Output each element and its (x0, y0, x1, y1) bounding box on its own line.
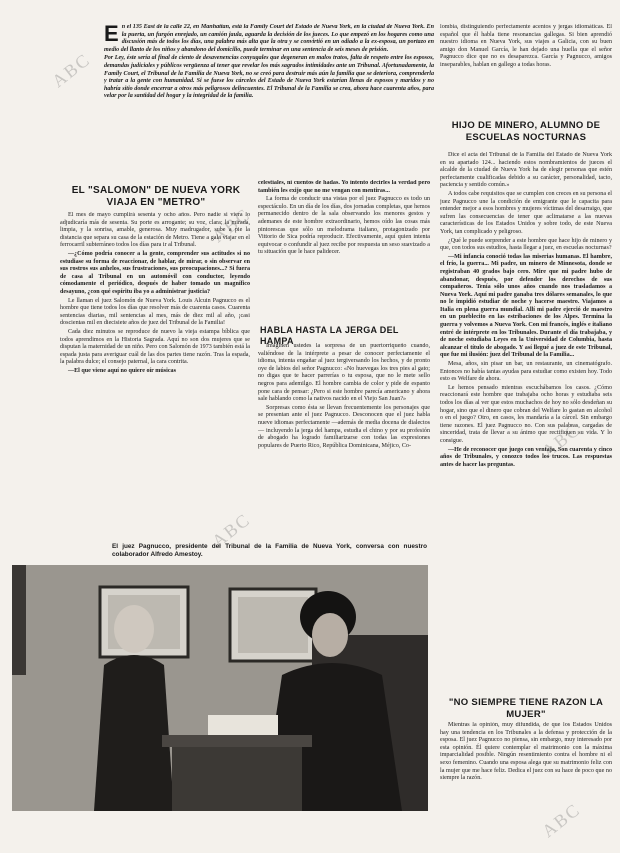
paragraph: Cada diez minutos se reproduce de nuevo la vieja estampa bíblica que todos aprendimos en la Historia Sagrada. Aquí no son dos mujeres que se disputan la maternidad de un niño. Pero con Salomón de 1973 también está la espada justa para averiguar cuál de las dos partes tiene razón. Tras la espada, la palabra dulce; el consejo paternal, la cara contrita. (60, 328, 250, 366)
watermark: ABC (538, 418, 585, 462)
quote-paragraph: —¿Cómo podría conocer a la gente, comprender sus actitudes si no estudiase su forma de reaccionar, de hablar, de mirar, o sin observar en sus rostros sus anhelos, sus frustraciones, sus preocupaciones...? Si fuera de casa al Tribunal en un automóvil con conductor, leyendo cómodamente el periódico, después de haber tomado un magnífico desayuno, ¿con qué espíritu iba yo a administrar justicia? (60, 250, 250, 295)
watermark: ABC (208, 203, 255, 247)
section-heading: EL "SALOMON" DE NUEVA YORK VIAJA EN "METRO" (71, 185, 241, 208)
quote-paragraph: —El que viene aquí no quiere oír músicas (68, 367, 176, 374)
photo-caption: El juez Pagnucco, presidente del Tribunal de la Familia de Nueva York, conversa con nuestro colaborador Alfredo Amestoy. (112, 543, 427, 558)
body-column (440, 24, 612, 116)
paragraph: El mes de mayo cumplirá sesenta y ocho años. Pero nadie si viera lo adjudicaría más de sesenta. Su porte es arrogante; su voz, clara; la mirada, limpia, y la sonrisa, amable, generosa. Muy madrugador, sube a pie la distancia que separa su casa de la estación de Metro. Tiene a gala viajar en el ferrocarril subterráneo todos los días para ir al Tribunal. (60, 212, 250, 249)
quote-paragraph: celestiales, ni cuentos de hadas. Yo intento decirles la verdad pero también les exijo que no me vengan con mentiras... (258, 180, 430, 194)
quote-paragraph: —Mi infancia conoció todas las miserias humanas. El hambre, el frío, la guerra... Mi padre, un minero de Minnesota, donde se registraban 40 grados bajo cero. Mire que mi padre hubo de abandonar, después, por defender los derechos de sus compañeros. Tenía sólo unos años cuando nos trasladamos a Nueva York. Aquí mi padre ganaba tres dólares semanales, lo que no le impidió estudiar de noche y hacerse maestro. Viajamos a Italia en plena guerra mundial. Allí mi padre ejerció de maestro en un pueblecito en las estribaciones de los Alpes. Termina la guerra y volvemos a Nueva York. Con mi francés, inglés e italiano entré de intérprete en los Tribunales. Durante el día trabajaba, y de noche estudiaba Leyes en la Universidad de Columbia, hasta alcanzar el título de abogado. Y así llegué a juez de este Tribunal, que fue mi ilusión: juez del Tribunal de la Familia... (440, 253, 612, 359)
drop-cap: E (104, 24, 119, 46)
section-heading: HIJO DE MINERO, ALUMNO DE ESCUELAS NOCTURNAS (451, 120, 601, 143)
paragraph: Le llaman el juez Salomón de Nueva York. Louis Alcuin Pagnucco es el hombre que tiene todos los días que resolver más de cuarenta casos. Cuarenta sentencias diarias, mil sentencias al mes, más de diez mil al año, ¡casi doscientas mil en diecisiete años de juez del Tribunal de la Familia! (60, 297, 250, 327)
paragraph: La forma de conducir una vistas por el juez Pagnucco es todo un espectáculo. En un día de los días, dos jornadas completas, que hemos permanecido dentro de la sala observando los menores gestos y ademanes de este hombre extraordinario, hemos oído las cosas más pintorescas que sólo un melodrama italiano, protagonizado por Vittorio de Sica podría reproducir. Efectivamente, aquí quien intenta equivocar o confundir al juez recibe por respuesta un seso suavizado a tu situación que le hace palidecer. (258, 196, 430, 256)
paragraph: Mientras la opinión, muy difundida, de que los Estados Unidos hay una tendencia en los Tribunales a la defensa y protección de la esposa. El juez Pagnucco no piensa, sin embargo, muy interesado por esta opinión. Él quiere contemplar el matrimonio con la máxima imparcialidad posible. Ningún resentimiento contra el hombre ni el sexo femenino. Cuando una esposa alega que su matrimonio feliz con la mujer que me hace feliz. Dedica el juez con su hace de poco que no siempre la razón. (440, 722, 612, 782)
watermark: ABC (538, 798, 585, 842)
paragraph: ¿Qué le puede sorprender a este hombre que hace hijo de minero y que, con todos sus estudios, hasta llegar a juez, en escuelas nocturnas? (440, 237, 612, 252)
body-column (258, 343, 430, 535)
paragraph: Sorpresas como ésta se llevan frecuentemente los personajes que se presentan ante el juez Pagnucco. Desconocen que el juez habla nueve idiomas perfectamente —además de media docena de dialectos— incluyendo la jerga del hampa, estudia el chino y por su profesión de abogado ha logrado familiarizarse con todas las expresiones populares de Puerto Rico, República Dominicana, Méjico, Co- (258, 404, 430, 449)
intro-paragraph: Por Ley, éste sería al final de ciento de desavenencias conyugales que degeneran en malos tratos, falta de respeto entre los esposos, demandas judiciales y públicos vergüenza al tener que revelar los más sagrados intimidades ante un Tribunal. Afortunadamente, la Family Court, el Tribunal de la Familia de Nueva York, no se creó para destruir más aún la familia que se deteriora, comprenderla y tratar a la gente con humanidad. Si se fuese los cárceles del Estado de Nueva York estarían llenas de esposos y maridos y no habría sitio donde encerrar a otros más peligrosos delincuentes. El Tribunal de la Familia se crea, ahora hace cuarenta años, para velar por la santidad del hogar y la integridad de la familia. (104, 55, 434, 100)
body-column (440, 722, 612, 842)
section-heading: HABLA HASTA LA JERGA DEL HAMPA (260, 325, 399, 346)
photo (12, 565, 428, 811)
paragraph: Mesa, años, sin pisar un bar, un restaurante, un cinematógrafo. Entonces no había tantas ayudas para estudiar como existen hoy. Todo esto es Welfare de ahora. (440, 361, 612, 383)
body-column (440, 152, 612, 692)
watermark: ABC (48, 48, 95, 92)
quote-paragraph: —He de reconocer que juego con ventaja. Son cuarenta y cinco años de Tribunales, y conozco todos los trucos. Las respuestas antes de hacer las preguntas. (440, 446, 612, 468)
paragraph: lombia, distinguiendo perfectamente acentos y jergas idiomáticas. El español que él habla tiene resonancias gallegas. Si bien aprendió nuestro idioma en Nueva York, sus viajes a Galicia, con su buen amigo don Manuel García, le han dejado una huella que el señor Pagnucco dice que no es desaparezca. García y Pagnucco, amigos inseparables, hablan en gallego a todas horas. (440, 24, 612, 68)
intro-paragraph: n el 135 East de la calle 22, en Manhattan, está la Family Court del Estado de Nueva York, en la ciudad de Nueva York. En la puerta, un furgón enrejado, un camión jaula, aguarda la decisión de los jueces. Lo que empezó en los hogares como una discusión más de todos los días, una palabra más alta que la otra y se convirtió en un odiado a la ex-esposa, un portazo en medio del llanto de los niños y abandono del domicilio, puede terminar en una sentencia de seis meses de prisión. (104, 24, 434, 53)
watermark: ABC (208, 508, 255, 552)
paragraph: A todos cabe requisitos que se cumplen con creces en su persona el juez Pagnucco une la condición de emigrante que le capacita para entender mejor a esos hombres y mujeres víctimas del desarraigo, que sufren las consecuencias de tener que aclimatarse a las nuevas características de los Estados Unidos y sobre todo, de este Nueva York, tan complicado y peligroso. (440, 190, 612, 235)
section-heading: "NO SIEMPRE TIENE RAZON LA MUJER" (448, 697, 604, 720)
paragraph: Imaginen ustedes la sorpresa de un puertorriqueño cuando, valiéndose de la intérprete a pesar de conocer perfectamente el idioma, intenta engañar al juez tergiversando los hechos, y de pronto oye de labios del señor Pagnucco: «No huevegas los tres pies al gato; no digas que te hacer parrerías o tu esposa, que no le mete sello negros para ademilgo. El hombre cambia de color y pide de espanto pone cara de pensar: ¿Pero si este hombre parecía americano y ahora sale hablando como la nativos nacido en el Viejo San Juan?» (258, 343, 430, 403)
paragraph: Le hemos pensado mientras escuchábamos los casos. ¿Cómo reaccionará este hombre que trabajaba ocho horas y estudiaba seis todos los días al ver que estos muchachos de hoy no sólo desdeñan su hogar, sino que el dinero que cobran del Welfare lo gastan en alcohol o en el juego? Otro, en casos, les mandaría a la cárcel. Sin embargo tiene razones. El juez Pagnucco no. Con sus palabras, cargadas de sinceridad, trata de llevar a su ánimo que rectifiquen su vida. Y lo consigue. (440, 384, 612, 444)
photo-illustration (12, 565, 428, 811)
body-column (60, 212, 250, 534)
article-intro (104, 24, 434, 164)
body-column (258, 180, 430, 320)
paragraph: Dice el acta del Tribunal de la Familia del Estado de Nueva York en su apartado 124... haciendo estos nombramientos de jueces el alcalde de la ciudad de Nueva York ha de elegir personas que estén perfectamente cualificadas debido a su carácter, personalidad, tacto, paciencia y sentido común.» (440, 152, 612, 189)
